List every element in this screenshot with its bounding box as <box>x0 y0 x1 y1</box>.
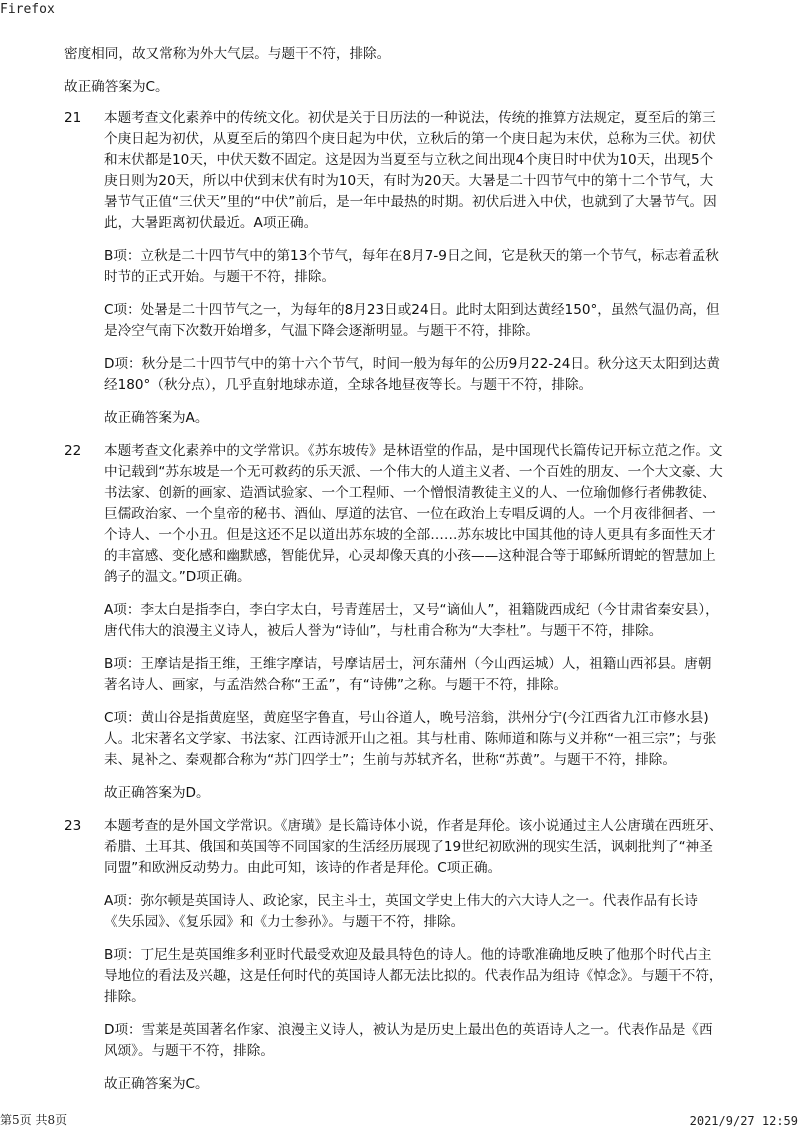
option-explanation-b: B项：王摩诘是指王维，王维字摩诘，号摩诘居士，河东蒲州（今山西运城）人，祖籍山西祁县。唐朝著名诗人、画家，与孟浩然合称“王孟”，有“诗佛”之称。与题干不符，排除。 <box>104 656 712 693</box>
browser-title: Firefox <box>0 2 55 17</box>
question-number: 22 <box>64 443 82 459</box>
option-explanation-d: D项：雪莱是英国著名作家、浪漫主义诗人，被认为是历史上最出色的英语诗人之一。代表作品是《西风颂》。与题干不符，排除。 <box>104 1022 713 1059</box>
option-explanation-c: C项：黄山谷是指黄庭坚，黄庭坚字鲁直，号山谷道人，晚号涪翁，洪州分宁(今江西省九江市修水县)人。北宋著名文学家、书法家、江西诗派开山之祖。其与杜甫、陈师道和陈与义并称“一祖三宗”；与张耒、晁补之、秦观都合称为“苏门四学士”；生前与苏轼齐名，世称“苏黄”。与题干不符，排除。 <box>104 710 717 768</box>
question-number: 23 <box>64 818 82 834</box>
question-explanation: 本题考查的是外国文学常识。《唐璜》是长篇诗体小说，作者是拜伦。该小说通过主人公唐璜在西班牙、希腊、土耳其、俄国和英国等不同国家的生活经历展现了19世纪初欧洲的现实生活，讽刺批判了“神圣同盟”和欧洲反动势力。由此可知，该诗的作者是拜伦。C项正确。 <box>104 818 723 876</box>
correct-answer: 故正确答案为D。 <box>104 785 210 801</box>
question-23 <box>64 816 724 1095</box>
question-explanation: 本题考查文化素养中的文学常识。《苏东坡传》是林语堂的作品，是中国现代长篇传记开标立范之作。文中记载到“苏东坡是一个无可救药的乐天派、一个伟大的人道主义者、一个百姓的朋友、一个大文豪、大书法家、创新的画家、造酒试验家、一个工程师、一个憎恨清教徒主义的人、一位瑜伽修行者佛教徒、巨儒政治家、一个皇帝的秘书、酒仙、厚道的法官、一位在政治上专唱反调的人。一个月夜徘徊者、一个诗人、一个小丑。但是这还不足以道出苏东坡的全部……苏东坡比中国其他的诗人更具有多面性天才的丰富感、变化感和幽默感，智能优异，心灵却像天真的小孩——这种混合等于耶稣所谓蛇的智慧加上鸽子的温文。”D项正确。 <box>104 443 723 585</box>
question-number: 21 <box>64 110 82 126</box>
question-21 <box>64 108 724 429</box>
option-explanation-a: A项：弥尔顿是英国诗人、政论家，民主斗士，英国文学史上伟大的六大诗人之一。代表作品有长诗《失乐园》、《复乐园》和《力士参孙》。与题干不符，排除。 <box>104 893 698 930</box>
page-counter: 第5页 共8页 <box>0 1113 68 1127</box>
option-explanation-c: C项：处暑是二十四节气之一，为每年的8月23日或24日。此时太阳到达黄经150°，虽然气温仍高，但是冷空气南下次数开始增多，气温下降会逐渐明显。与题干不符，排除。 <box>104 302 720 339</box>
option-explanation-a: A项：李太白是指李白，李白字太白，号青莲居士，又号“谪仙人”，祖籍陇西成纪（今甘肃省秦安县），唐代伟大的浪漫主义诗人，被后人誉为“诗仙”，与杜甫合称为“大李杜”。与题干不符，排除。 <box>104 602 719 639</box>
print-timestamp: 2021/9/27 12:59 <box>689 1114 798 1128</box>
question-22 <box>64 441 724 804</box>
intro-text: 密度相同，故又常称为外大气层。与题干不符，排除。 <box>64 46 391 62</box>
correct-answer: 故正确答案为A。 <box>104 410 209 426</box>
option-explanation-b: B项：立秋是二十四节气中的第13个节气，每年在8月7-9日之间，它是秋天的第一个节气，标志着孟秋时节的正式开始。与题干不符，排除。 <box>104 248 719 285</box>
question-explanation: 本题考查文化素养中的传统文化。初伏是关于日历法的一种说法，传统的推算方法规定，夏至后的第三个庚日起为初伏，从夏至后的第四个庚日起为中伏，立秋后的第一个庚日起为末伏，总称为三伏。初伏和末伏都是10天，中伏天数不固定。这是因为当夏至与立秋之间出现4个庚日时中伏为10天，出现5个庚日则为20天，所以中伏到末伏有时为10天，有时为20天。大暑是二十四节气中的第十二个节气，大暑节气正值“三伏天”里的“中伏”前后，是一年中最热的时期。初伏后进入中伏，也就到了大暑节气。因此，大暑距离初伏最近。A项正确。 <box>104 110 717 231</box>
page-content <box>64 44 724 1107</box>
option-explanation-b: B项：丁尼生是英国维多利亚时代最受欢迎及最具特色的诗人。他的诗歌准确地反映了他那个时代占主导地位的看法及兴趣，这是任何时代的英国诗人都无法比拟的。代表作品为组诗《悼念》。与题干不符，排除。 <box>104 947 723 1005</box>
correct-answer: 故正确答案为C。 <box>104 1076 209 1092</box>
option-explanation-d: D项：秋分是二十四节气中的第十六个节气，时间一般为每年的公历9月22-24日。秋分这天太阳到达黄经180°（秋分点），几乎直射地球赤道，全球各地昼夜等长。与题干不符，排除。 <box>104 356 720 393</box>
intro-answer: 故正确答案为C。 <box>64 79 169 95</box>
